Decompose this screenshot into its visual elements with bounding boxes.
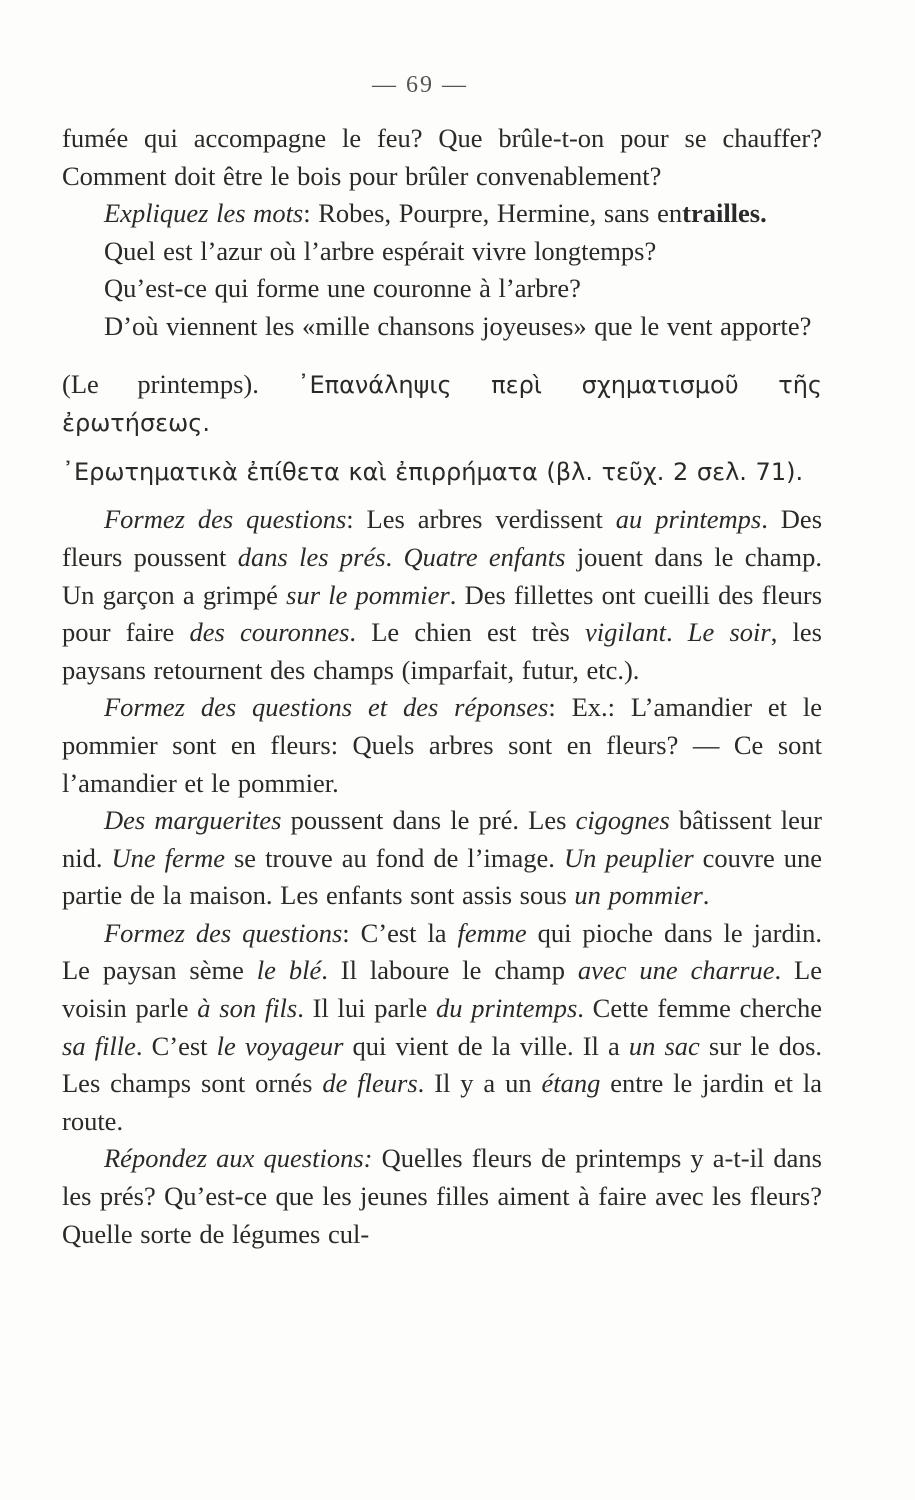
text-run-italic: le blé xyxy=(256,955,322,986)
paragraph-8 xyxy=(62,501,822,689)
text-run: Quel est l’azur où l’arbre espérait vivre longtemps? xyxy=(104,235,657,266)
text-run: bâtissent leur nid. xyxy=(62,805,823,873)
text-run: : Ex.: L’amandier et le pommier sont en fleurs: Quels arbres sont en fleurs? — Ce sont l’amandier et le pommier. xyxy=(62,692,822,798)
text-run-italic: Le soir xyxy=(687,617,771,648)
text-run-italic: le voyageur xyxy=(216,1030,344,1061)
text-run-italic: sur le pommier xyxy=(286,579,450,610)
text-run-italic: à son fils xyxy=(197,993,298,1024)
text-run: . C’est xyxy=(135,1030,217,1061)
text-run: . Il y a un xyxy=(417,1068,542,1099)
instruction-label: Répondez aux questions: xyxy=(104,1143,373,1174)
text-run-italic: Une ferme xyxy=(111,842,225,873)
instruction-label: Expliquez les mots xyxy=(104,198,304,229)
text-run: . Des fleurs poussent xyxy=(62,504,823,572)
text-run: D’où viennent les «mille chansons joyeuses» que le vent apporte? xyxy=(104,310,812,341)
text-run-italic: un sac xyxy=(628,1030,700,1061)
text-run-italic: Un peuplier xyxy=(563,842,694,873)
text-run-italic: du printemps xyxy=(436,993,578,1024)
text-run-italic: Quatre enfants xyxy=(403,541,566,572)
text-run: . Des fillettes ont cueilli des fleurs pour faire xyxy=(62,579,823,648)
paragraph-4 xyxy=(62,270,822,308)
text-run-italic: au printemps xyxy=(615,504,762,535)
page-number: — 69 — xyxy=(372,72,468,98)
paragraph-3 xyxy=(62,233,822,271)
text-run: (Le printemps). xyxy=(62,368,298,399)
text-run: . Cette femme cherche xyxy=(577,993,823,1024)
text-run: jouent dans le champ. Un garçon a grimpé xyxy=(62,541,822,610)
text-run: . Il lui parle xyxy=(297,993,436,1024)
paragraph-2 xyxy=(62,195,822,233)
paragraph-1 xyxy=(62,120,822,195)
text-run-italic: femme xyxy=(457,917,527,948)
greek-heading: ᾽Ερωτηματικὰ ἐπίθετα καὶ ἐπιρρήματα (βλ. τεῦχ. 2 σελ. 71). xyxy=(62,457,804,486)
text-run: entre le jardin et la route. xyxy=(62,1068,823,1136)
text-run: qui vient de la ville. Il a xyxy=(343,1030,629,1061)
text-run-italic: des couronnes xyxy=(189,617,350,648)
text-run: qui pioche dans le jardin. Le paysan sème xyxy=(62,917,822,986)
page-body xyxy=(62,120,822,1253)
paragraph-12 xyxy=(62,1140,822,1253)
text-run-italic: un pommier xyxy=(574,880,703,911)
text-run: . Le voisin parle xyxy=(62,955,822,1024)
text-run: : C’est la xyxy=(342,917,458,948)
text-run: . xyxy=(385,541,404,572)
text-run: poussent dans le pré. Les xyxy=(281,805,576,836)
text-run-bold: trailles. xyxy=(682,198,767,229)
text-run-italic: sa fille xyxy=(62,1030,136,1061)
text-run: . xyxy=(665,617,688,648)
text-run-italic: cigognes xyxy=(575,805,670,836)
paragraph-5 xyxy=(62,308,822,346)
instruction-label: Formez des questions xyxy=(104,504,347,535)
text-run-italic: Des marguerites xyxy=(104,805,282,836)
text-run: . Le chien est très xyxy=(349,617,586,648)
text-run: : Les arbres verdissent xyxy=(346,504,616,535)
instruction-label: Formez des questions xyxy=(104,917,343,948)
text-run: Qu’est-ce qui forme une couronne à l’arbre? xyxy=(104,273,581,304)
text-run: se trouve au fond de l’image. xyxy=(225,842,564,873)
text-run-italic: vigilant xyxy=(585,617,666,648)
text-run-italic: étang xyxy=(541,1068,601,1099)
text-run: fumée qui accompagne le feu? Que brûle-t-on pour se chauffer? Comment doit être le bois pour brûler convenablement? xyxy=(62,123,822,191)
text-run: Quelles fleurs de printemps y a-t-il dans les prés? Qu’est-ce que les jeunes filles aiment à faire avec les fleurs? Quelle sorte de légumes cul- xyxy=(62,1143,822,1249)
paragraph-9 xyxy=(62,689,822,802)
text-run: : Robes, Pourpre, Hermine, sans en xyxy=(303,198,683,229)
text-run: , les paysans retournent des champs (imparfait, futur, etc.). xyxy=(62,617,822,685)
text-run-italic: avec une charrue xyxy=(577,955,775,986)
text-run: . xyxy=(702,880,710,911)
paragraph-6 xyxy=(62,366,822,443)
paragraph-10 xyxy=(62,802,822,915)
text-run-italic: de fleurs xyxy=(322,1068,418,1099)
text-run: couvre une partie de la maison. Les enfants sont assis sous xyxy=(62,842,822,911)
greek-heading: ᾽Επανάληψις περὶ σχηματισμοῦ τῆς ἐρωτήσεως. xyxy=(62,370,822,438)
paragraph-11 xyxy=(62,915,822,1141)
text-run-italic: dans les prés xyxy=(237,541,386,572)
instruction-label: Formez des questions et des réponses xyxy=(104,692,549,723)
text-run: sur le dos. Les champs sont ornés xyxy=(62,1030,823,1099)
paragraph-7 xyxy=(62,453,822,492)
text-run: . Il laboure le champ xyxy=(321,955,578,986)
